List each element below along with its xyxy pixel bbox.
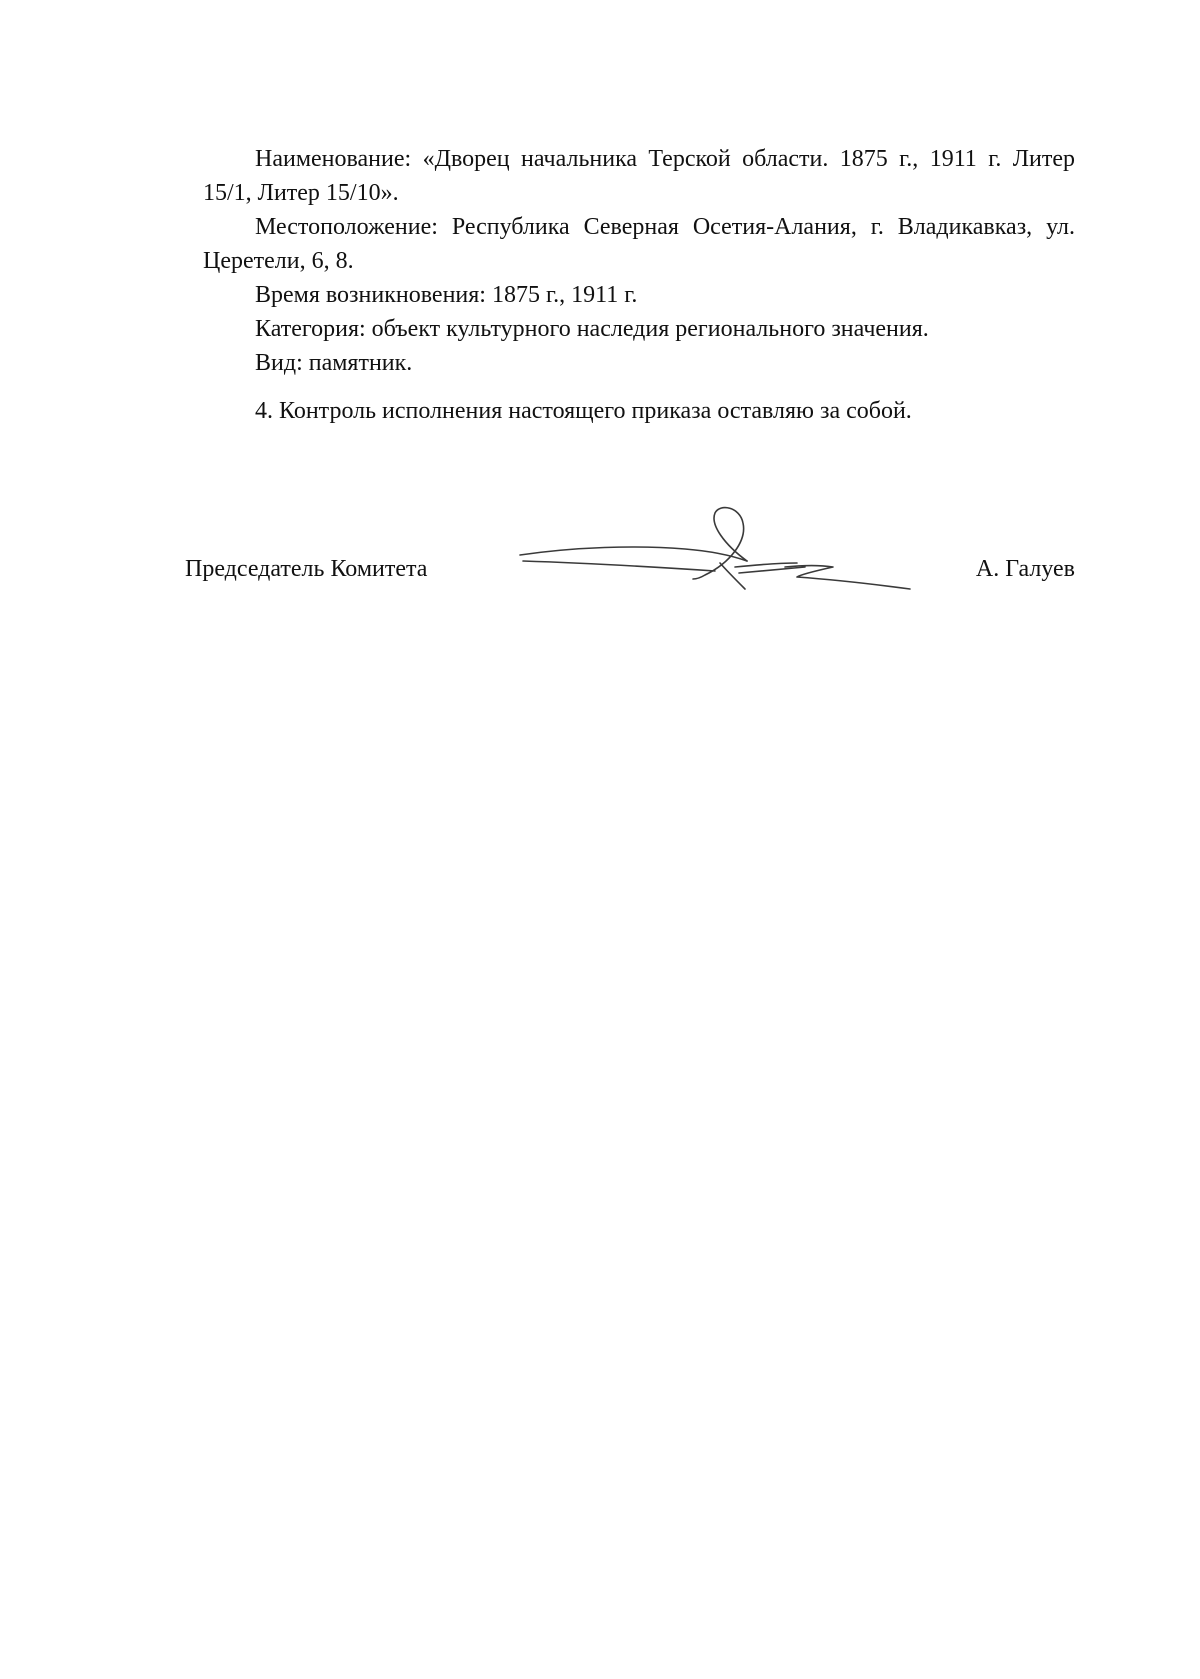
control-clause: 4. Контроль исполнения настоящего приказа оставляю за собой.	[255, 398, 912, 424]
category-paragraph: Категория: объект культурного наследия регионального значения.	[255, 316, 929, 342]
document-body	[203, 142, 1075, 428]
name-paragraph: Наименование: «Дворец начальника Терской области. 1875 г., 1911 г. Литер 15/1, Литер 15/10».	[203, 146, 1075, 206]
origin-time-paragraph: Время возникновения: 1875 г., 1911 г.	[255, 282, 638, 308]
location-paragraph: Местоположение: Республика Северная Осетия-Алания, г. Владикавказ, ул. Церетели, 6, 8.	[203, 214, 1075, 274]
signatory-name: А. Галуев	[975, 556, 1075, 582]
type-paragraph: Вид: памятник.	[255, 350, 413, 376]
handwritten-signature-icon	[515, 505, 915, 615]
paragraph-spacer	[203, 380, 1075, 394]
signatory-title: Председатель Комитета	[185, 556, 428, 582]
